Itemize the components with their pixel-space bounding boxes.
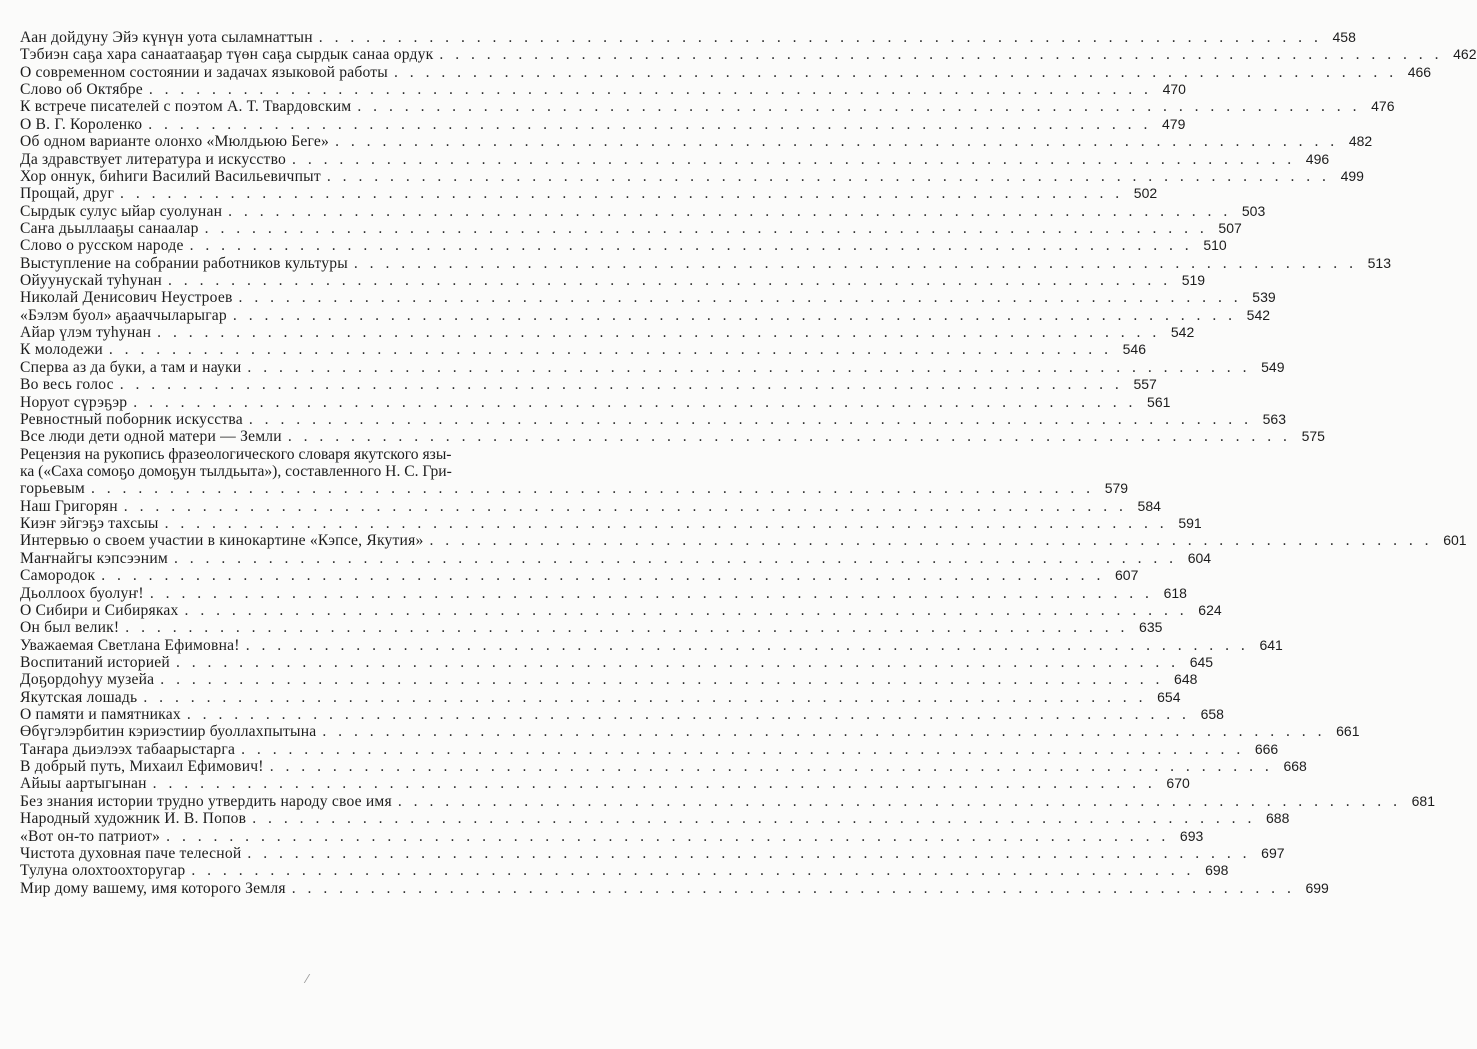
toc-entry [20, 792, 1435, 810]
toc-entry-page: 510 [1203, 237, 1227, 254]
toc-entry-title: Айар үлэм туһунан [20, 324, 152, 342]
toc-entry-title: Все люди дети одной матери — Земли [20, 428, 282, 446]
toc-entry-title: О памяти и памятниках [20, 706, 181, 724]
toc-entry [20, 150, 1330, 168]
toc-entry-page: 591 [1178, 515, 1202, 532]
dot-leader [241, 845, 1254, 862]
toc-entry-title: Аан дойдуну Эйэ күнүн уота сыламнаттын [20, 29, 313, 46]
toc-entry-page: 668 [1283, 758, 1307, 775]
toc-entry-page: 697 [1261, 844, 1285, 861]
toc-entry [20, 879, 1329, 897]
toc-entry-title: Сперва аз да буки, а там и науки [20, 358, 242, 376]
dot-leader [185, 862, 1198, 879]
dot-leader [85, 480, 1098, 497]
toc-entry-title: Тулуна олохтоохторугар [20, 862, 186, 880]
toc-entry-title: О В. Г. Короленко [20, 115, 143, 133]
toc-entry [20, 515, 1202, 533]
toc-entry-page: 607 [1115, 567, 1139, 584]
toc-entry-page: 699 [1305, 879, 1329, 896]
toc-entry-page: 462 [1453, 46, 1477, 63]
dot-leader [286, 880, 1299, 897]
toc-entry-page: 563 [1262, 410, 1286, 427]
dot-leader [118, 498, 1131, 515]
toc-entry-title: Мир дому вашему, имя которого Земля [20, 879, 286, 897]
toc-entry-page: 618 [1163, 584, 1187, 601]
toc-entry-title: Маҥнайгы кэпсээним [20, 549, 168, 567]
toc-entry [20, 98, 1395, 116]
toc-entry-title: О современном состоянии и задачах языковой работы [20, 63, 388, 81]
toc-entry-title: Ойуунускай туһунан [20, 272, 162, 290]
dot-leader [137, 689, 1150, 706]
dot-leader [316, 723, 1329, 740]
toc-entry [20, 740, 1279, 758]
toc-entry-title: Выступление на собрании работников культуры [20, 254, 348, 272]
toc-entry-title: Чистота духовная паче телесной [20, 844, 242, 862]
toc-entry [20, 619, 1163, 637]
toc-entry [20, 723, 1360, 741]
toc-entry-title: Во весь голос [20, 376, 114, 394]
toc-entry-page: 579 [1104, 480, 1129, 497]
toc-entry [20, 29, 1356, 46]
dot-leader [199, 220, 1212, 237]
toc-entry [20, 532, 1467, 550]
dot-leader [329, 133, 1342, 150]
toc-entry-title: Ревностный поборник искусства [20, 410, 243, 428]
toc-entry [20, 237, 1227, 255]
toc-entry [20, 219, 1242, 237]
dot-leader [170, 654, 1183, 671]
toc-entry [20, 358, 1285, 376]
toc-entry [20, 775, 1190, 793]
dot-leader [321, 168, 1334, 185]
toc-entry-page: 561 [1147, 393, 1171, 410]
toc-entry-title: Норуот сүрэҕэр [20, 393, 128, 411]
toc-entry-page: 698 [1205, 862, 1229, 879]
toc-entry [20, 306, 1271, 324]
toc-entry-page: 601 [1443, 532, 1467, 549]
dot-leader [159, 515, 1172, 532]
toc-entry [20, 115, 1186, 133]
toc-entry [20, 341, 1146, 359]
dot-leader [184, 237, 1197, 254]
toc-entry-title: Саҥа дьыллааҕы санаалар [20, 219, 199, 237]
pencil-mark-icon: ⁄ [306, 972, 309, 986]
toc-entry-page: 546 [1122, 341, 1146, 358]
toc-entry-page: 549 [1261, 358, 1285, 375]
toc-entry-page: 519 [1181, 272, 1206, 289]
dot-leader [154, 671, 1167, 688]
toc-entry-page: 604 [1187, 549, 1212, 566]
toc-entry-title: Воспитаний историей [20, 653, 170, 671]
toc-entry [20, 758, 1307, 776]
toc-entry [20, 653, 1214, 671]
dot-leader [348, 255, 1361, 272]
toc-entry-title: горьевым [20, 480, 85, 498]
toc-entry-title: Өбүгэлэрбитин кэриэстиир буоллахпытына [20, 723, 317, 741]
toc-entry [20, 428, 1325, 446]
toc-entry-title: Наш Григорян [20, 497, 118, 515]
toc-entry-title: К встрече писателей с поэтом А. Т. Твардовским [20, 98, 352, 116]
toc-entry [20, 81, 1186, 99]
toc-entry-title: К молодежи [20, 341, 103, 359]
toc-entry [20, 706, 1224, 724]
dot-leader [313, 29, 1326, 46]
toc-entry-page: 499 [1340, 167, 1364, 184]
toc-entry [20, 636, 1283, 654]
toc-entry-page: 466 [1407, 63, 1432, 80]
dot-leader [423, 532, 1436, 549]
toc-entry-title: Николай Денисович Неустроев [20, 289, 233, 307]
toc-entry-title: Таҥара дьиэлээх табаарыстарга [20, 740, 236, 758]
toc-entry-title: Слово о русском народе [20, 237, 184, 255]
toc-entry [20, 289, 1276, 307]
toc-entry-page: 648 [1174, 671, 1198, 688]
toc-entry [20, 46, 1477, 64]
toc-group-1 [20, 29, 1477, 446]
toc-entry [20, 133, 1373, 151]
toc-entry-page: 654 [1157, 688, 1181, 705]
toc-entry-page: 666 [1254, 740, 1279, 757]
toc-entry [20, 272, 1206, 290]
toc-entry-title: Прощай, друг [20, 185, 115, 203]
toc-entry [20, 671, 1198, 689]
dot-leader [144, 585, 1157, 602]
toc-entry-page: 624 [1198, 601, 1222, 618]
toc-entry [20, 324, 1195, 342]
dot-leader [142, 116, 1155, 133]
toc-entry-page: 645 [1189, 653, 1214, 670]
toc-entry-title: Доҕордоһуу музейа [20, 671, 155, 689]
dot-leader [127, 394, 1140, 411]
dot-leader [351, 98, 1364, 115]
toc-entry-title: Якутская лошадь [20, 688, 138, 706]
toc-entry-title: Об одном варианте олонхо «Мюлдьюю Беге» [20, 133, 330, 151]
toc-entry-title: Без знания истории трудно утвердить народу свое имя [20, 792, 392, 810]
dot-leader [282, 428, 1295, 445]
dot-leader [233, 289, 1246, 306]
toc-entry [20, 810, 1290, 828]
toc-group-2 [20, 497, 1467, 897]
dot-leader [160, 828, 1173, 845]
toc-entry-title: Тэбиэн саҕа хара санаатааҕар түөн саҕа сырдык санаа ордук [20, 46, 434, 64]
dot-leader [162, 272, 1175, 289]
toc-entry [20, 167, 1364, 185]
dot-leader [181, 706, 1194, 723]
toc-entry-page: 557 [1133, 376, 1157, 393]
toc-entry-title: Дьоллоох буолуҥ! [20, 584, 144, 602]
dot-leader [243, 411, 1256, 428]
dot-leader [241, 359, 1254, 376]
toc-entry [20, 254, 1391, 272]
toc-entry-page: 670 [1166, 775, 1190, 792]
dot-leader [147, 775, 1160, 792]
dot-leader [388, 64, 1401, 81]
toc-entry-page: 661 [1336, 723, 1360, 740]
toc-entry [20, 862, 1229, 880]
toc-entry-page: 479 [1162, 115, 1186, 132]
toc-entry [20, 63, 1432, 81]
toc-entry-title: Сырдык сулус ыйар суолунан [20, 202, 223, 220]
dot-leader [114, 185, 1127, 202]
toc-entry [20, 497, 1161, 515]
toc-entry-line-3 [20, 480, 1129, 498]
toc-entry [20, 844, 1285, 862]
toc-entry-page: 635 [1139, 619, 1163, 636]
toc-entry-page: 542 [1170, 324, 1195, 341]
toc-entry-title: Народный художник И. В. Попов [20, 810, 247, 828]
toc-entry-line-1: Рецензия на рукопись фразеологического словаря якутского язы- [20, 445, 452, 463]
toc-entry [20, 549, 1212, 567]
dot-leader [235, 741, 1248, 758]
dot-leader [227, 307, 1240, 324]
toc-entry-title: Интервью о своем участии в кинокартине «Кэпсе, Якутия» [20, 532, 424, 550]
toc-entry-page: 470 [1162, 81, 1186, 98]
toc-entry-page: 476 [1371, 98, 1395, 115]
toc-entry-multiline [20, 445, 1129, 498]
toc-entry-page: 513 [1367, 254, 1391, 271]
dot-leader [119, 619, 1132, 636]
toc-entry [20, 410, 1286, 428]
toc-entry [20, 393, 1171, 411]
toc-entry [20, 376, 1157, 394]
toc-entry-title: Самородок [20, 567, 96, 585]
dot-leader [222, 203, 1235, 220]
dot-leader [179, 602, 1192, 619]
dot-leader [95, 567, 1108, 584]
dot-leader [240, 637, 1253, 654]
dot-leader [264, 758, 1277, 775]
toc-entry-title: Уважаемая Светлана Ефимовна! [20, 636, 240, 654]
toc-entry-title: Хор оннук, биһиги Василий Васильевичпыт [20, 167, 321, 185]
toc-entry-page: 496 [1305, 150, 1330, 167]
toc-entry-page: 575 [1301, 428, 1325, 445]
toc-entry-title: Айыы аартыгынан [20, 775, 147, 793]
toc-entry-page: 458 [1332, 29, 1356, 45]
toc-entry-page: 507 [1218, 219, 1242, 236]
dot-leader [103, 341, 1116, 358]
table-of-contents [20, 29, 1477, 897]
toc-entry-line-2: ка («Саха сомоҕо домоҕун тылдьыта»), составленного Н. С. Гри- [20, 462, 452, 480]
dot-leader [143, 81, 1156, 98]
dot-leader [168, 550, 1181, 567]
toc-entry [20, 827, 1204, 845]
toc-entry-title: «Вот он-то патриот» [20, 827, 161, 845]
toc-entry-page: 482 [1348, 133, 1373, 150]
toc-entry-page: 688 [1266, 810, 1290, 827]
toc-entry-page: 641 [1259, 636, 1283, 653]
toc-entry [20, 584, 1187, 602]
toc-entry [20, 688, 1181, 706]
toc-entry-title: В добрый путь, Михаил Ефимович! [20, 758, 264, 776]
dot-leader [392, 793, 1405, 810]
toc-entry-title: Киэҥ эйгэҕэ тахсыы [20, 515, 159, 533]
toc-entry [20, 567, 1139, 585]
toc-entry-title: О Сибири и Сибиряках [20, 601, 179, 619]
toc-entry [20, 185, 1158, 203]
dot-leader [151, 324, 1164, 341]
toc-entry-title: Да здравствует литература и искусство [20, 150, 287, 168]
toc-entry-page: 502 [1133, 185, 1158, 202]
toc-entry-title: Он был велик! [20, 619, 120, 637]
toc-entry-page: 584 [1137, 497, 1161, 514]
toc-entry-title: Слово об Октябре [20, 81, 143, 99]
toc-entry-page: 542 [1246, 306, 1271, 323]
toc-entry-page: 693 [1179, 827, 1204, 844]
toc-entry [20, 202, 1266, 220]
toc-entry-page: 658 [1200, 706, 1224, 723]
toc-entry-page: 539 [1252, 289, 1276, 306]
toc-entry-page: 503 [1241, 202, 1266, 219]
toc-entry-page: 681 [1411, 792, 1435, 809]
dot-leader [246, 810, 1259, 827]
toc-entry-title: «Бэлэм буол» аҕааччыларыгар [20, 306, 227, 324]
dot-leader [114, 376, 1127, 393]
dot-leader [433, 46, 1446, 63]
dot-leader [286, 151, 1299, 168]
toc-entry [20, 601, 1222, 619]
